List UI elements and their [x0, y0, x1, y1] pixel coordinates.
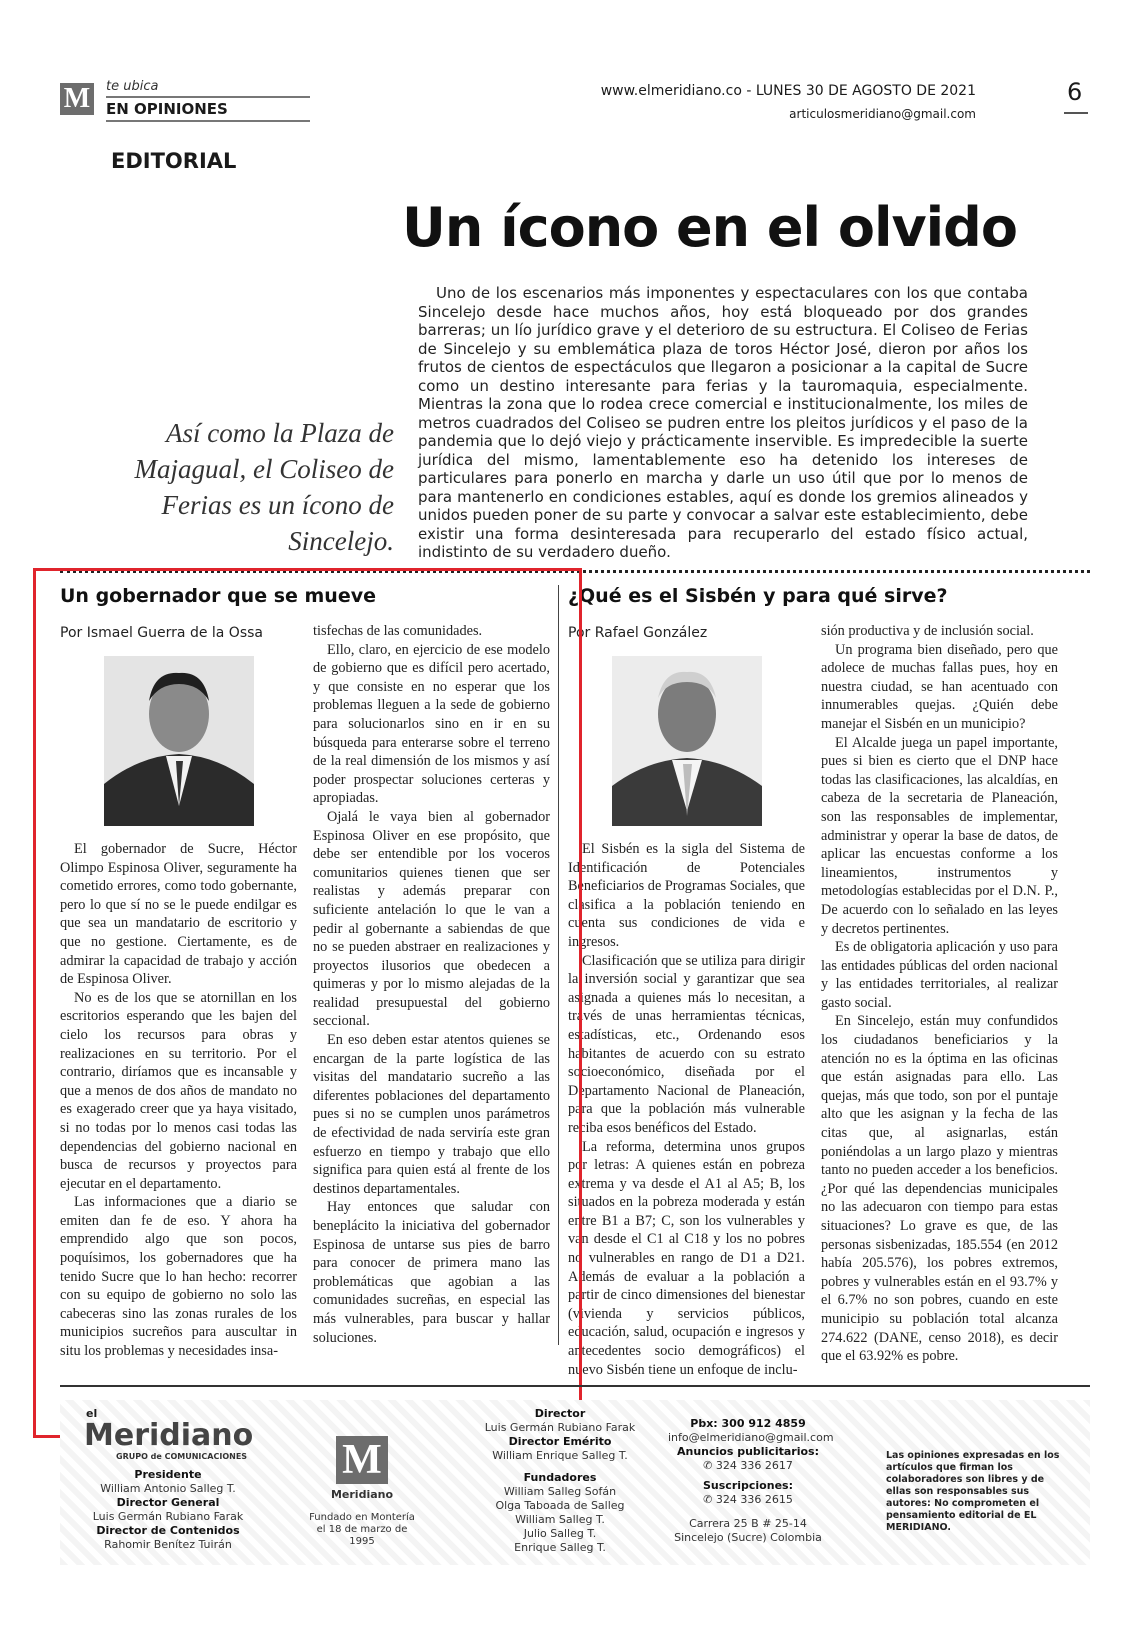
- footer-logo-group: GRUPO de COMUNICACIONES: [116, 1452, 248, 1461]
- whatsapp-icon: ✆: [703, 1459, 713, 1472]
- meridiano-m-logo-icon: M: [336, 1436, 388, 1484]
- director-general-name: Luis Germán Rubiano Farak: [92, 1510, 244, 1523]
- editorial-headline: Un ícono en el olvido: [402, 196, 1017, 259]
- fundador: William Salleg Sofán: [503, 1485, 617, 1498]
- fundador: Enrique Salleg T.: [514, 1541, 606, 1554]
- fundador: Julio Salleg T.: [523, 1527, 597, 1540]
- presidente-name: William Antonio Salleg T.: [100, 1482, 236, 1495]
- highlight-box: [33, 568, 582, 1438]
- director-name: Luis Germán Rubiano Farak: [484, 1421, 636, 1434]
- director-label: Director: [534, 1407, 586, 1420]
- fundadores-label: Fundadores: [523, 1471, 597, 1484]
- article1-byline: Por Ismael Guerra de la Ossa: [60, 625, 263, 641]
- editorial-body: [418, 284, 1028, 562]
- paragraph: En Sincelejo, están muy confundidos los ciudadanos beneficiarios y la atención no es la óptima en las oficinas que están asignadas para ello. Las quejas, más que todo, son por el puntaje alto que les asignan y la fecha de las citas que, al asignarlas, están poniéndolas a un largo plazo y mientras tanto no pueden acceder a los beneficios. ¿Por qué las dependencias municipales no las adecuaron con tiempo para estas situaciones? Lo grave es que, de las personas sisbenizadas, 185.554 (en 2012 había 205.576), los pobres extremos, pobres y vulnerables están en el 93.7% y el 6.7% no son pobres, cuando en este municipio su población total alcanza 274.622 (DANE, censo 2018), es decir que el 63.92% es pobre.: [821, 1013, 1058, 1365]
- pbx: Pbx: 300 912 4859: [690, 1417, 806, 1430]
- footer-directors: [470, 1407, 650, 1555]
- paragraph: El Sisbén es la sigla del Sistema de Identificación de Potenciales Beneficiarios de Programas Sociales, que clasifica a la población teniendo en cuenta sus condiciones de vida e ingresos.: [568, 841, 806, 950]
- fundado-text: Fundado en Montería el 18 de marzo de 1995: [309, 1512, 415, 1547]
- header-rule-bottom: [106, 120, 310, 122]
- whatsapp-icon: ✆: [703, 1493, 713, 1506]
- footer-logo-el: el: [86, 1407, 98, 1420]
- header-email: articulosmeridiano@gmail.com: [789, 107, 976, 121]
- footer-logo-name: Meridiano: [84, 1418, 254, 1453]
- footer-staff: [88, 1468, 248, 1552]
- author-portrait-icon: [612, 656, 762, 826]
- fundador: William Salleg T.: [515, 1513, 605, 1526]
- article1-title: Un gobernador que se mueve: [60, 585, 376, 607]
- address-line1: Carrera 25 B # 25-14: [689, 1517, 807, 1530]
- article2-byline: Por Rafael González: [568, 625, 708, 641]
- fundador: Olga Taboada de Salleg: [495, 1499, 625, 1512]
- paragraph: Las informaciones que a diario se emiten dan fe de eso. Y ahora ha emprendido algo que son pocos, poquísimos, los gobernadores que ha tenido Sucre que lo han hecho: recorrer con su equipo de gobierno no solo las cabeceras sino las zonas rurales de los municipios sucreños para auscultar in situ los problemas y necesidades insa-: [60, 1194, 297, 1360]
- m-logo-name: Meridiano: [330, 1488, 394, 1501]
- anuncios-phone: 324 336 2617: [715, 1459, 793, 1472]
- presidente-label: Presidente: [134, 1468, 202, 1481]
- article2-column1: [568, 840, 805, 1379]
- paragraph: Hay entonces que saludar con beneplácito la iniciativa del gobernador Espinosa de untarse sus pies de barro para conocer de primera mano las problemáticas que agobian a las comunidades sucreñas, en especial las más vulnerables, para buscar y hallar soluciones.: [313, 1199, 550, 1346]
- suscripciones-phone: 324 336 2615: [715, 1493, 793, 1506]
- director-contenidos-name: Rahomir Benítez Tuirán: [104, 1538, 232, 1551]
- disclaimer-note: Las opiniones expresadas en los artículos que firman los colaboradores son libres y de ellas son responsables sus autores: No comprometen el pensamiento editorial de EL MERIDIANO.: [886, 1450, 1060, 1533]
- director-emerito-label: Director Emérito: [508, 1435, 612, 1448]
- article2-column2: [821, 622, 1058, 1366]
- section-en-opiniones: EN OPINIONES: [106, 100, 228, 118]
- paragraph: Es de obligatoria aplicación y uso para las entidades públicas del orden nacional y las entidades territoriales, al realizar gasto social.: [821, 939, 1058, 1011]
- footer-contact: [668, 1417, 834, 1545]
- article2-title: ¿Qué es el Sisbén y para qué sirve?: [568, 585, 948, 607]
- paragraph: En eso deben estar atentos quienes se encargan de la parte logística de las visitas del mandatario sucreño a las diferentes poblaciones del departamento pues si no se cumplen unos parámetros de efectividad de nada serviría este gran esfuerzo en tiempo y trabajo que ello significa para quien está al frente de los destinos departamentales.: [313, 1032, 550, 1197]
- page-number-rule: [1064, 112, 1088, 114]
- editorial-paragraph: Uno de los escenarios más imponentes y espectaculares con los que contaba Sincelejo desde hace muchos años, hoy está bloqueado por dos grandes barreras; un lío jurídico grave y el deterioro de su estructura. El Coliseo de Ferias de Sincelejo y su emblemática plaza de toros Héctor José, dieron por años los frutos de cientos de espectáculos que llegaron a posicionar a la capital de Sucre como un destino interesante para ferias y la tauromaquia, especialmente. Mientras la zona que lo rodea crece comercial e institucionalmente, los miles de metros cuadrados del Coliseo se pudren entre los pleitos jurídicos y el paso de la pandemia que lo dejó viejo y prácticamente inservible. Es impredecible la suerte jurídica del mismo, lamentablemente eso ha detenido los intereses de particulares para ponerlo en marcha y darle un uso útil que por lo menos de para mantenerlo en condiciones estables, aquí es donde los gremios alineados y unidos pueden poner de su parte y convocar a salvar este establecimiento, debe existir una forma desinteresada para recuperarlo del estado físico actual, indistinto de su verdadero dueño.: [418, 284, 1028, 561]
- author-photo-rafael: [612, 656, 762, 826]
- paragraph: Ello, claro, en ejercicio de ese modelo de gobierno que es difícil pero acertado, y que consiste en no esperar que los problemas lleguen a la sede de gobierno para solucionarlos sino en ir en su búsqueda para enterarse sobre el terreno de la real dimensión de los mismos y así poder prospectar soluciones certeras y apropiadas.: [313, 641, 550, 807]
- page-number: 6: [1067, 78, 1083, 106]
- meridiano-logo-icon: M: [60, 83, 94, 115]
- director-emerito-name: William Enrique Salleg T.: [492, 1449, 628, 1462]
- section-title: EDITORIAL: [111, 149, 237, 173]
- paragraph: No es de los que se atornillan en los escritorios esperando que les bajen del cielo los recursos para obras y realizaciones en su territorio. Por el contrario, diríamos que es incansable y que a menos de dos años de mandato no es exagerado creer que ya haya visitado, si no todas por lo menos casi todas las dependencias del gobierno nacional en busca de recursos y proyectos para ejecutar en el departamento.: [60, 989, 297, 1192]
- director-contenidos-label: Director de Contenidos: [96, 1524, 240, 1537]
- footer-rule: [60, 1385, 1090, 1387]
- paragraph: Clasificación que se utiliza para dirigir la inversión social y garantizar que sea asignada a quienes más lo necesitan, a través de unas herramientas técnicas, estadísticas, etc., Ordenando esos habitantes de acuerdo con su estrato socioeconómico, diseñada por el Departamento Nacional de Planeación, para que la población más vulnerable reciba esos benéficos del Estado.: [568, 952, 805, 1136]
- anuncios-label: Anuncios publicitarios:: [676, 1445, 820, 1458]
- director-general-label: Director General: [116, 1496, 220, 1509]
- paragraph: La reforma, determina unos grupos por letras: A quienes están en pobreza extrema y va desde el A1 al A5; B, los situados en la pobreza moderada y están entre B1 a B7; C, son los vulnerables y van desde el C1 al C18 y los no pobres no vulnerables en rango de D1 a D21. Además de evaluar a la población a partir de cinco dimensiones del bienestar (vivienda y servicios públicos, educación, salud, ocupación e ingresos y antecedentes socio demográficos) el nuevo Sisbén tiene un enfoque de inclu-: [568, 1138, 805, 1378]
- paragraph: sión productiva y de inclusión social.: [821, 623, 1034, 639]
- suscripciones-label: Suscripciones:: [703, 1479, 793, 1492]
- address-line2: Sincelejo (Sucre) Colombia: [674, 1531, 822, 1544]
- paragraph: Ojalá le vaya bien al gobernador Espinosa Oliver en ese propósito, que debe ser entendible por los voceros comunitarios quienes tienen que ser realistas y además preparar con suficiente antelación lo que le van a pedir al gobernante a sabiendas de que no se pueden abstraer en realizaciones y proyectos ilusorios que obedecen a quimeras y por lo mismo alejadas de la realidad presupuestal del gobierno seccional.: [313, 808, 550, 1030]
- paragraph: El gobernador de Sucre, Héctor Olimpo Espinosa Oliver, seguramente ha cometido errores, como todo gobernante, pero lo que sí no se le puede endilgar es que sea un mandatario de escritorio y que no gestione. Ciertamente, es de admirar la capacidad de trabajo y acción de Espinosa Oliver.: [60, 841, 297, 988]
- te-ubica-label: te ubica: [106, 79, 159, 94]
- header-rule: [106, 96, 310, 98]
- footer-email[interactable]: info@elmeridiano@gmail.com: [668, 1431, 834, 1444]
- paragraph: El Alcalde juega un papel importante, pues si bien es cierto que el DNP hace todas las clasificaciones, las alcaldías, en cabeza de la secretaria de Planeación, son las responsables de implementar, administrar y operar la base de datos, de aplicar las encuestas conforme a los lineamientos, instrumentos y metodologías establecidas por el D.N. P., De acuerdo con lo señalado en las leyes y decretos pertinentes.: [821, 734, 1058, 937]
- paragraph: tisfechas de las comunidades.: [313, 623, 483, 639]
- site-date: www.elmeridiano.co - LUNES 30 DE AGOSTO DE 2021: [600, 83, 976, 99]
- editorial-pullquote: Así como la Plaza de Majagual, el Coliseo de Ferias es un ícono de Sincelejo.: [134, 418, 394, 556]
- paragraph: Un programa bien diseñado, pero que adolece de muchas fallas pues, hoy en nuestra ciudad, se han acentuado con innumerables quejas. ¿Quién debe manejar el Sisbén en un municipio?: [821, 641, 1058, 732]
